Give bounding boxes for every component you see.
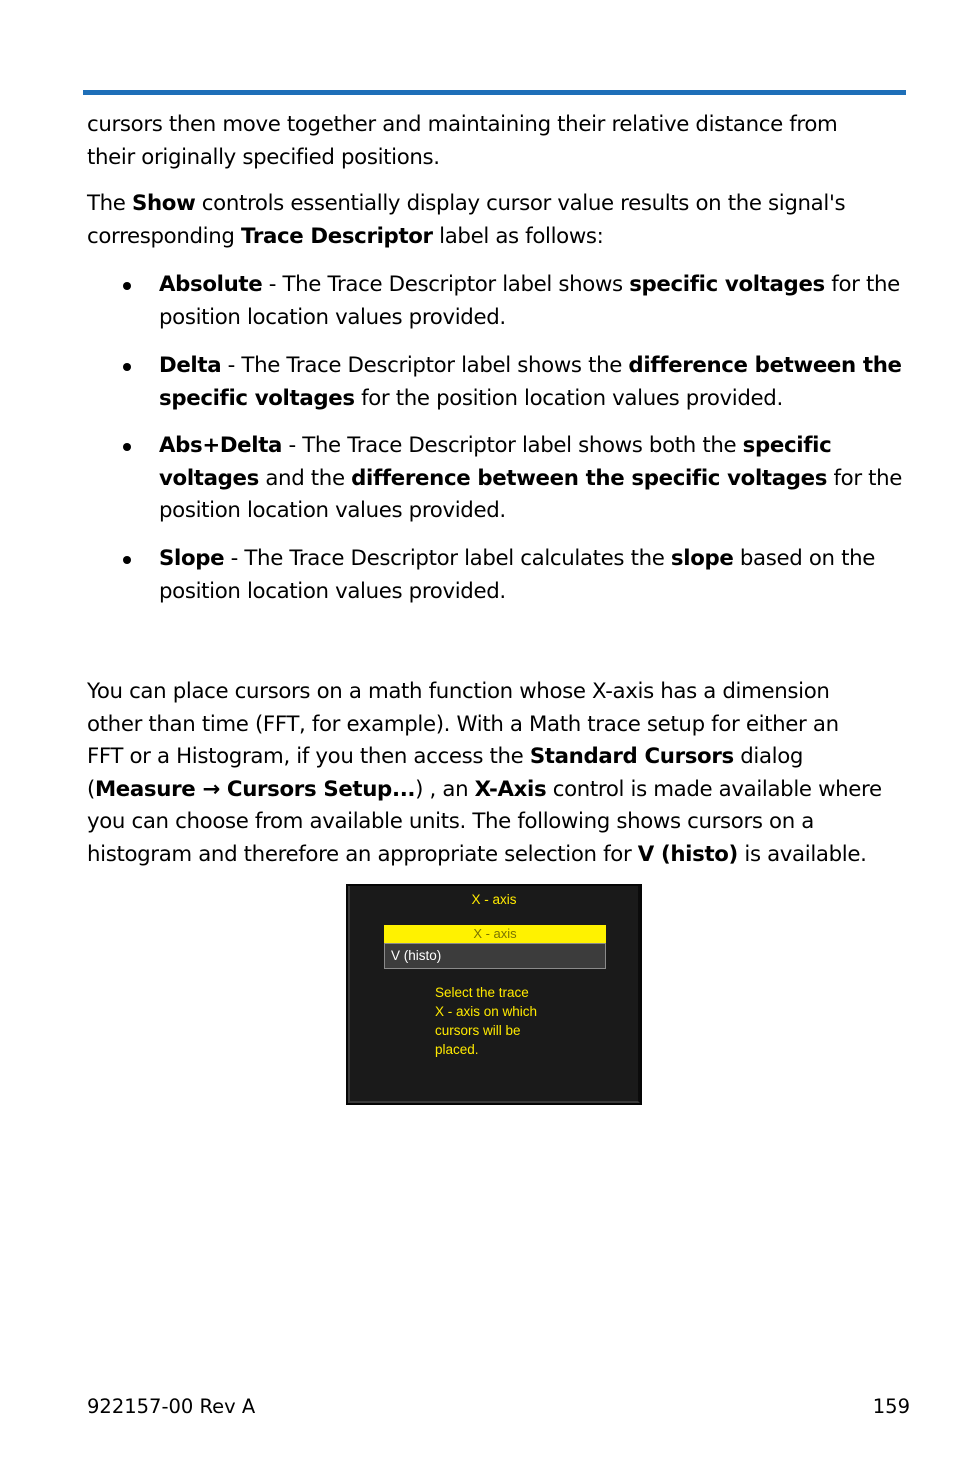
- x-axis-dialog-screenshot: [346, 884, 642, 1105]
- text: - The Trace Descriptor label shows the: [221, 353, 629, 378]
- bold-term: Abs+Delta: [159, 433, 283, 458]
- bold-term: Measure → Cursors Setup...: [94, 776, 416, 802]
- bold-term: specific: [742, 433, 832, 458]
- bold-term: specific voltages: [629, 272, 825, 297]
- text: dialog: [733, 744, 804, 769]
- paragraph-line: their originally specified positions.: [87, 144, 440, 170]
- text: for the position location values provided.: [354, 385, 783, 411]
- list-item-abs-delta: [159, 430, 909, 528]
- bold-term: difference between the: [628, 353, 902, 378]
- text: FFT or a Histogram, if you then access the: [87, 744, 530, 769]
- footer-page-number: 159: [872, 1395, 910, 1418]
- text: for the: [827, 465, 903, 491]
- bullet-icon: [121, 553, 133, 565]
- text: You can place cursors on a math function whose X-axis has a dimension: [87, 679, 830, 704]
- text: label as follows:: [432, 223, 604, 249]
- bold-term: Standard Cursors: [529, 744, 734, 769]
- text: based on the: [733, 546, 875, 571]
- text: is available.: [737, 841, 867, 867]
- footer-doc-id: 922157-00 Rev A: [87, 1395, 256, 1418]
- bold-term: Trace Descriptor: [240, 223, 433, 249]
- bold-term: Slope: [159, 546, 225, 571]
- bullet-icon: [121, 279, 133, 291]
- text: position location values provided.: [159, 498, 506, 523]
- text: position location values provided.: [159, 304, 506, 330]
- bold-term: slope: [670, 546, 734, 571]
- list-item-delta: [159, 350, 909, 415]
- text: (: [87, 776, 95, 802]
- x-axis-dropdown-header[interactable]: X - axis: [384, 925, 606, 943]
- text: other than time (FFT, for example). With a Math trace setup for either an: [87, 711, 839, 737]
- text: histogram and therefore an appropriate selection for: [87, 841, 638, 867]
- text: controls essentially display cursor value results on the signal's: [195, 191, 846, 216]
- dialog-help-text: Select the trace X - axis on which cursors will be placed.: [435, 985, 538, 1057]
- bold-term: V (histo): [637, 841, 738, 867]
- bold-term: difference between the specific voltages: [351, 465, 828, 491]
- list-item-absolute: [159, 269, 909, 334]
- bold-term: Show: [131, 191, 196, 216]
- paragraph-line: cursors then move together and maintaining their relative distance from: [87, 112, 838, 137]
- bold-term: Delta: [159, 353, 222, 378]
- bold-term: Absolute: [159, 272, 263, 297]
- bullet-icon: [121, 440, 133, 452]
- bullet-icon: [121, 360, 133, 372]
- paragraph-math-cursors: [87, 676, 907, 871]
- text: and the: [258, 465, 352, 491]
- text: The: [87, 191, 132, 216]
- bold-term: voltages: [159, 465, 259, 491]
- text: control is made available where: [546, 776, 882, 802]
- paragraph-continuation: [87, 109, 907, 174]
- text: for the: [824, 272, 900, 297]
- text: you can choose from available units. The following shows cursors on a: [87, 809, 814, 834]
- list-item-slope: [159, 543, 909, 608]
- bold-term: specific voltages: [159, 385, 355, 411]
- dialog-title: X - axis: [471, 892, 517, 907]
- text: - The Trace Descriptor label shows: [262, 272, 630, 297]
- text: - The Trace Descriptor label shows both the: [282, 433, 743, 458]
- text: corresponding: [87, 223, 241, 249]
- header-rule: [83, 90, 906, 95]
- x-axis-option-v-histo[interactable]: V (histo): [384, 943, 606, 969]
- text: position location values provided.: [159, 578, 506, 604]
- paragraph-show-controls: [87, 188, 907, 253]
- text: - The Trace Descriptor label calculates the: [224, 546, 671, 571]
- text: ) , an: [415, 776, 475, 802]
- bold-term: X-Axis: [474, 776, 547, 802]
